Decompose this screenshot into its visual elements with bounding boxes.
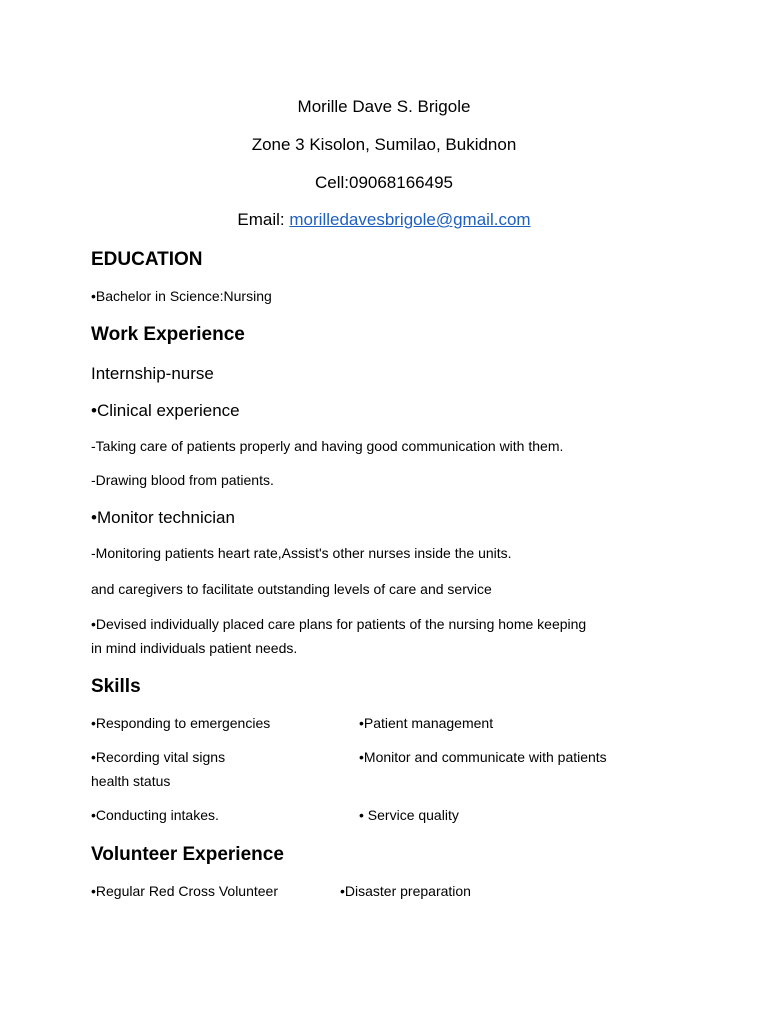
clinical-experience-heading: •Clinical experience bbox=[91, 401, 240, 420]
skill-left-3: •Conducting intakes. bbox=[91, 807, 219, 823]
volunteer-item-2: •Disaster preparation bbox=[340, 883, 471, 899]
skill-right-3: • Service quality bbox=[359, 807, 459, 823]
monitor-item-2: and caregivers to facilitate outstanding levels of care and service bbox=[91, 581, 492, 597]
skill-right-2: •Monitor and communicate with patients bbox=[359, 749, 607, 765]
devised-line-2: in mind individuals patient needs. bbox=[91, 640, 298, 656]
monitor-technician-heading: •Monitor technician bbox=[91, 508, 235, 527]
devised-line-1: •Devised individually placed care plans for patients of the nursing home keeping bbox=[91, 616, 587, 632]
work-experience-heading: Work Experience bbox=[91, 324, 245, 345]
volunteer-heading: Volunteer Experience bbox=[91, 844, 284, 865]
clinical-item-1: -Taking care of patients properly and having good communication with them. bbox=[91, 438, 564, 454]
skill-left-2-continued: health status bbox=[91, 773, 171, 789]
applicant-email-line bbox=[0, 211, 768, 228]
work-role: Internship-nurse bbox=[91, 364, 214, 383]
volunteer-item-1: •Regular Red Cross Volunteer bbox=[91, 883, 278, 899]
monitor-item-1: -Monitoring patients heart rate,Assist's other nurses inside the units. bbox=[91, 545, 512, 561]
email-label: Email: bbox=[237, 210, 290, 229]
clinical-item-2: -Drawing blood from patients. bbox=[91, 472, 274, 488]
skill-left-2: •Recording vital signs bbox=[91, 749, 226, 765]
skill-right-1: •Patient management bbox=[359, 715, 494, 731]
applicant-name: Morille Dave S. Brigole bbox=[297, 97, 471, 116]
applicant-address: Zone 3 Kisolon, Sumilao, Bukidnon bbox=[251, 135, 517, 154]
email-link[interactable]: morilledavesbrigole@gmail.com bbox=[289, 210, 531, 229]
education-heading: EDUCATION bbox=[91, 249, 203, 270]
applicant-cell: Cell:09068166495 bbox=[314, 173, 453, 192]
skill-left-1: •Responding to emergencies bbox=[91, 715, 271, 731]
skills-heading: Skills bbox=[91, 676, 141, 697]
education-item: •Bachelor in Science:Nursing bbox=[91, 288, 272, 304]
